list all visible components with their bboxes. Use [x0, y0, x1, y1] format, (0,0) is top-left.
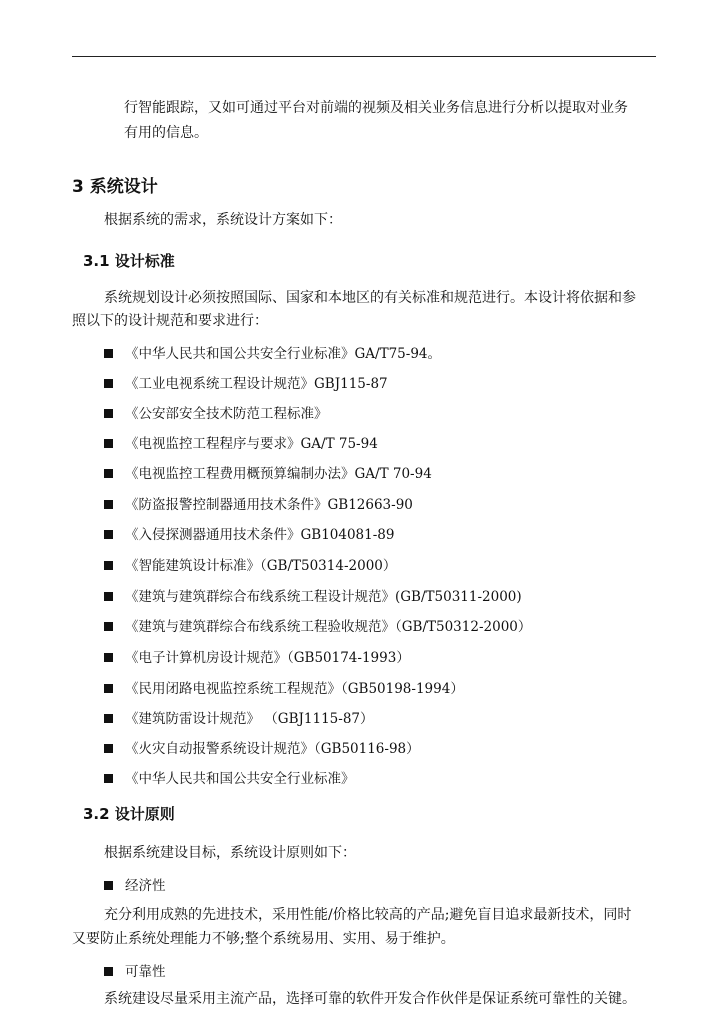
standard-item-text: 《电视监控工程程序与要求》GA/T 75-94: [125, 436, 378, 452]
standard-list-item: [104, 585, 522, 605]
standard-item-text: 《防盗报警控制器通用技术条件》GB12663-90: [125, 497, 413, 513]
bullet-square-icon: [104, 967, 113, 976]
bullet-square-icon: [104, 349, 113, 358]
bullet-square-icon: [104, 409, 113, 418]
bullet-square-icon: [104, 561, 113, 570]
principle-label: 经济性: [125, 878, 166, 894]
bullet-square-icon: [104, 439, 113, 448]
principle-label: 可靠性: [125, 964, 166, 980]
bullet-square-icon: [104, 744, 113, 753]
intro-line-2: 有用的信息。: [124, 125, 208, 141]
section-3-2-heading: 3.2 设计原则: [83, 805, 175, 823]
bullet-square-icon: [104, 774, 113, 783]
principle-2-line-1: 系统建设尽量采用主流产品，选择可靠的软件开发合作伙伴是保证系统可靠性的关键。: [104, 991, 636, 1007]
principle-item: [104, 874, 166, 894]
standard-list-item: [104, 402, 328, 422]
principle-1-line-2: 又要防止系统处理能力不够;整个系统易用、实用、易于维护。: [72, 931, 455, 947]
section-3-1-para-line-2: 照以下的设计规范和要求进行：: [72, 313, 268, 329]
bullet-square-icon: [104, 684, 113, 693]
standard-list-item: [104, 707, 374, 727]
principle-1-line-1: 充分利用成熟的先进技术，采用性能/价格比较高的产品;避免盲目追求最新技术，同时: [104, 907, 632, 923]
bullet-square-icon: [104, 500, 113, 509]
principle-item: [104, 960, 166, 980]
standard-list-item: [104, 737, 420, 757]
bullet-square-icon: [104, 653, 113, 662]
standard-item-text: 《火灾自动报警系统设计规范》（GB50116-98）: [125, 741, 420, 757]
section-3-heading: 3 系统设计: [72, 177, 158, 197]
standard-list-item: [104, 677, 464, 697]
standard-item-text: 《建筑防雷设计规范》 （GBJ1115-87）: [125, 711, 374, 727]
bullet-square-icon: [104, 881, 113, 890]
standard-list-item: [104, 462, 432, 482]
standard-item-text: 《入侵探测器通用技术条件》GB104081-89: [125, 527, 395, 543]
section-3-2-lead: 根据系统建设目标，系统设计原则如下：: [104, 845, 356, 861]
standard-list-item: [104, 767, 355, 787]
section-3-lead: 根据系统的需求，系统设计方案如下：: [104, 212, 342, 228]
standard-list-item: [104, 523, 394, 543]
standard-item-text: 《智能建筑设计标准》（GB/T50314-2000）: [125, 558, 397, 574]
bullet-square-icon: [104, 530, 113, 539]
bullet-square-icon: [104, 469, 113, 478]
standard-item-text: 《电视监控工程费用概预算编制办法》GA/T 70-94: [125, 466, 432, 482]
standard-list-item: [104, 615, 531, 635]
section-3-1-heading: 3.1 设计标准: [83, 252, 175, 270]
standard-list-item: [104, 493, 413, 513]
bullet-square-icon: [104, 714, 113, 723]
bullet-square-icon: [104, 622, 113, 631]
intro-line-1: 行智能跟踪，又如可通过平台对前端的视频及相关业务信息进行分析以提取对业务: [124, 100, 628, 116]
standard-list-item: [104, 554, 396, 574]
standard-item-text: 《中华人民共和国公共安全行业标准》GA/T75-94。: [125, 346, 442, 362]
section-3-1-para-line-1: 系统规划设计必须按照国际、国家和本地区的有关标准和规范进行。本设计将依据和参: [104, 290, 636, 306]
standard-item-text: 《公安部安全技术防范工程标准》: [125, 406, 328, 422]
standard-item-text: 《民用闭路电视监控系统工程规范》（GB50198-1994）: [125, 681, 464, 697]
standard-list-item: [104, 646, 410, 666]
standard-item-text: 《中华人民共和国公共安全行业标准》: [125, 771, 355, 787]
standard-item-text: 《建筑与建筑群综合布线系统工程验收规范》（GB/T50312-2000）: [125, 619, 532, 635]
header-rule: [72, 56, 656, 57]
standard-list-item: [104, 342, 441, 362]
standard-item-text: 《工业电视系统工程设计规范》GBJ115-87: [125, 376, 388, 392]
bullet-square-icon: [104, 379, 113, 388]
bullet-square-icon: [104, 592, 113, 601]
standard-list-item: [104, 372, 388, 392]
standard-item-text: 《电子计算机房设计规范》（GB50174-1993）: [125, 650, 410, 666]
standard-item-text: 《建筑与建筑群综合布线系统工程设计规范》(GB/T50311-2000): [125, 589, 522, 605]
standard-list-item: [104, 432, 378, 452]
